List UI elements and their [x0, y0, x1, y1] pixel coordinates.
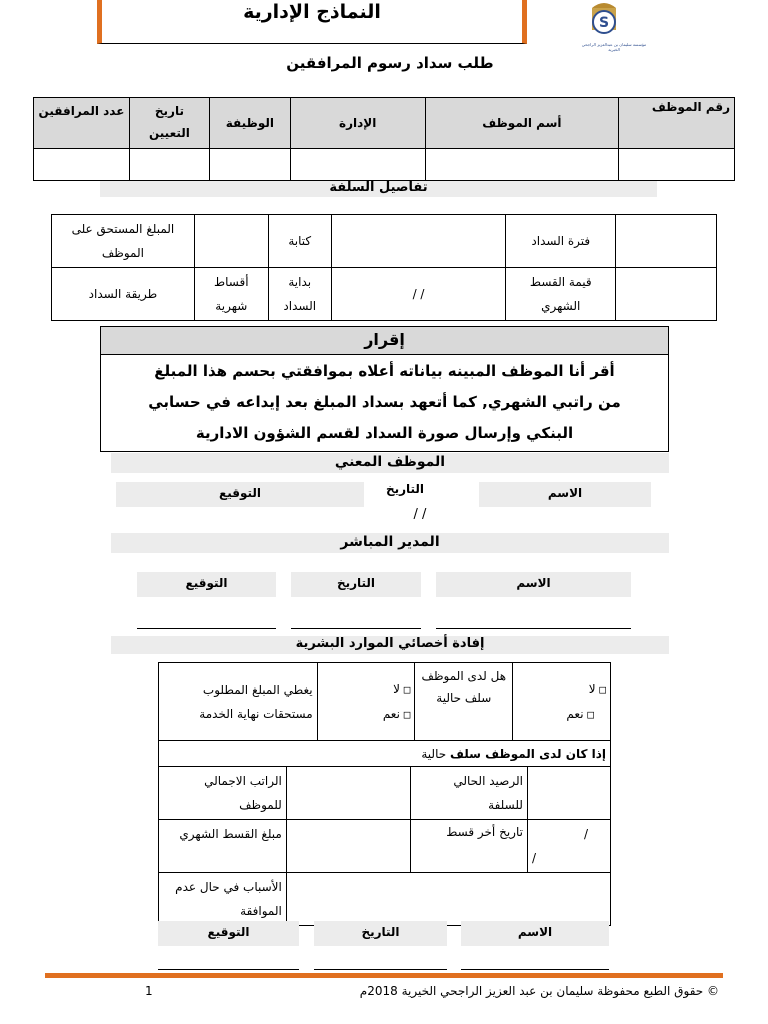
- written-label: كتابة: [268, 215, 331, 268]
- hr-name-line[interactable]: [461, 969, 609, 970]
- has-loan-options: [513, 663, 611, 741]
- manager-name-label: الاسم: [436, 572, 631, 597]
- last-installment-date-value[interactable]: [527, 820, 610, 873]
- covers-yes-label: نعم: [382, 706, 400, 721]
- has-loan-no-checkbox[interactable]: □: [599, 682, 606, 696]
- has-loan-yes-option[interactable]: [517, 702, 606, 727]
- repayment-method-label: طريقة السداد: [52, 268, 195, 321]
- header-employee-name: أسم الموظف: [425, 98, 619, 149]
- declaration-text: [101, 355, 668, 449]
- footer-copyright: © حقوق الطبع محفوظة سليمان بن عبد العزيز الراجحي الخيرية 2018م: [359, 984, 719, 998]
- hr-details-table: [158, 766, 611, 926]
- covers-no-label: لا: [393, 681, 400, 696]
- declaration-line-3: البنكي وإرسال صورة السداد لقسم الشؤون الادارية: [195, 424, 574, 442]
- start-date-value[interactable]: / /: [331, 268, 506, 321]
- covers-options: [317, 663, 415, 741]
- hr-band: إفادة أخصائي الموارد البشرية: [111, 636, 669, 654]
- hr-signature-label: التوقيع: [158, 921, 299, 946]
- job-cell[interactable]: [209, 149, 290, 181]
- has-loan-no-option[interactable]: [517, 677, 606, 702]
- foundation-logo: [576, 0, 652, 58]
- svg-text:S: S: [598, 15, 610, 31]
- header-companions-count: عدد المرافقين: [34, 98, 130, 149]
- hire-date-cell[interactable]: [129, 149, 209, 181]
- loan-details-band: تفاصيل السلفة: [100, 181, 657, 197]
- manager-sign-band: المدير المباشر: [111, 533, 669, 553]
- header-hire-date: تاريخ التعيين: [129, 98, 209, 149]
- hr-signature-line[interactable]: [158, 969, 299, 970]
- hr-table: [158, 662, 611, 767]
- start-repayment-label: بداية السداد: [268, 268, 331, 321]
- covers-yes-checkbox[interactable]: □: [403, 707, 411, 721]
- if-loan-rest: حالية: [421, 746, 450, 761]
- rejection-reasons-value[interactable]: [286, 873, 610, 926]
- companions-count-cell[interactable]: [34, 149, 130, 181]
- manager-signature-label: التوقيع: [137, 572, 276, 597]
- logo-caption: مؤسسة سليمان بن عبدالعزيز الراجحي الخيرية: [581, 42, 647, 52]
- has-loan-yes-checkbox[interactable]: □: [587, 707, 594, 721]
- covers-question: يغطي المبلغ المطلوب مستحقات نهاية الخدمة: [159, 663, 318, 741]
- has-loan-yes-label: نعم: [566, 706, 584, 721]
- employee-signature-label: التوقيع: [116, 482, 364, 507]
- declaration-line-2: من راتبي الشهري, كما أتعهد بسداد المبلغ بعد إيداعه في حسابي: [148, 393, 621, 411]
- form-subtitle: طلب سداد رسوم المرافقين: [286, 54, 494, 72]
- installment-amount-value[interactable]: [286, 820, 410, 873]
- employee-date-value[interactable]: / /: [413, 507, 427, 522]
- employee-name-label: الاسم: [479, 482, 651, 507]
- footer-page-number: 1: [145, 984, 153, 998]
- if-loan-row: [159, 741, 611, 767]
- header-employee-number: رقم الموظف: [619, 98, 735, 149]
- header-department: الإدارة: [290, 98, 425, 149]
- loan-details-table: [51, 214, 717, 321]
- employee-info-table: [33, 97, 735, 181]
- employee-name-cell[interactable]: [425, 149, 619, 181]
- department-cell[interactable]: [290, 149, 425, 181]
- covers-no-checkbox[interactable]: □: [403, 682, 411, 696]
- declaration-line-1: أقر أنا الموظف المبينه بياناته أعلاه بموافقتي بحسم هذا المبلغ: [154, 362, 615, 380]
- amount-due-label: المبلغ المستحق على الموظف: [52, 215, 195, 268]
- header-job: الوظيفة: [209, 98, 290, 149]
- rejection-reasons-label: الأسباب في حال عدم الموافقة: [159, 873, 287, 926]
- employee-date-label: التاريخ: [385, 482, 425, 496]
- monthly-installments-label: أقساط شهرية: [194, 268, 268, 321]
- if-loan-bold: إذا كان لدى الموظف سلف: [449, 746, 606, 761]
- installment-value-label: قيمة القسط الشهري: [506, 268, 616, 321]
- repayment-period-label: فترة السداد: [506, 215, 616, 268]
- installment-value[interactable]: [616, 268, 717, 321]
- footer-divider: [45, 973, 723, 978]
- page-title-text: النماذج الإدارية: [243, 1, 381, 23]
- employee-sign-band: الموظف المعني: [111, 453, 669, 473]
- total-salary-value[interactable]: [286, 767, 410, 820]
- has-loan-question: هل لدى الموظف سلف حالية: [415, 663, 513, 741]
- written-amount-value[interactable]: [331, 215, 506, 268]
- manager-name-line[interactable]: [436, 628, 631, 629]
- page-title: [97, 0, 527, 44]
- current-balance-label: الرصيد الحالي للسلفة: [411, 767, 528, 820]
- covers-yes-option[interactable]: [322, 702, 411, 727]
- amount-due-value[interactable]: [194, 215, 268, 268]
- installment-amount-label: مبلغ القسط الشهري: [159, 820, 287, 873]
- last-installment-slash-1: /: [583, 827, 588, 841]
- manager-date-label: التاريخ: [291, 572, 421, 597]
- has-loan-no-label: لا: [588, 681, 596, 696]
- declaration-title: إقرار: [101, 327, 668, 355]
- declaration-box: [100, 326, 669, 452]
- manager-date-line[interactable]: [291, 628, 421, 629]
- last-installment-slash-2: /: [531, 851, 536, 865]
- hr-date-label: التاريخ: [314, 921, 447, 946]
- employee-number-cell[interactable]: [619, 149, 735, 181]
- covers-no-option[interactable]: [322, 677, 411, 702]
- current-balance-value[interactable]: [527, 767, 610, 820]
- repayment-period-value[interactable]: [616, 215, 717, 268]
- last-installment-date-label: تاريخ أخر قسط: [411, 820, 528, 873]
- hr-date-line[interactable]: [314, 969, 447, 970]
- total-salary-label: الراتب الاجمالي للموظف: [159, 767, 287, 820]
- manager-signature-line[interactable]: [137, 628, 276, 629]
- hr-name-label: الاسم: [461, 921, 609, 946]
